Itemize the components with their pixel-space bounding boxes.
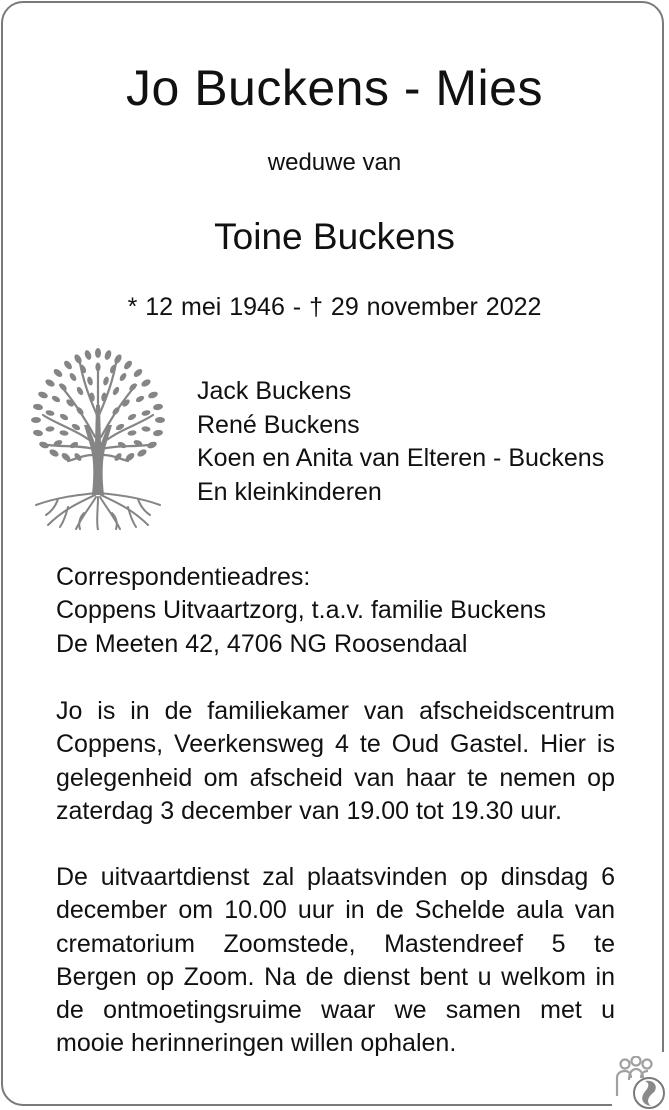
- viewing-paragraph: Jo is in de familiekamer van afscheidscentrum Coppens, Veerkensweg 4 te Oud Gastel. Hier is gelegenheid om afscheid van haar te nemen op zaterdag 3 december van 19.00 tot 19.30 uur.: [56, 697, 615, 825]
- relation-label: weduwe van: [267, 149, 402, 176]
- correspondence-address: [56, 561, 615, 661]
- family-member: Jack Buckens: [197, 377, 352, 405]
- funeral-service-paragraph: De uitvaartdienst zal plaatsvinden op dinsdag 6 december om 10.00 uur in de Schelde aula van crematorium Zoomstede, Mastendreef 5 te Bergen op Zoom. Na de dienst bent u welkom in de ontmoetingsruime waar we samen met u mooie herinneringen willen ophalen.: [56, 863, 615, 1058]
- deceased-name: Jo Buckens - Mies: [126, 60, 543, 116]
- family-list: [197, 375, 604, 509]
- family-member: Koen en Anita van Elteren - Buckens: [197, 444, 605, 472]
- family-member: René Buckens: [197, 410, 360, 439]
- correspondence-label: Correspondentieadres:: [56, 563, 311, 591]
- correspondence-line-2: De Meeten 42, 4706 NG Roosendaal: [56, 629, 468, 658]
- tree-of-life-icon: [18, 345, 178, 530]
- correspondence-line-1: Coppens Uitvaartzorg, t.a.v. familie Buckens: [56, 596, 547, 625]
- family-circle-logo-icon: [613, 1056, 669, 1110]
- life-dates: * 12 mei 1946 - † 29 november 2022: [127, 293, 542, 321]
- spouse-name: Toine Buckens: [214, 216, 455, 257]
- family-member: En kleinkinderen: [197, 477, 382, 506]
